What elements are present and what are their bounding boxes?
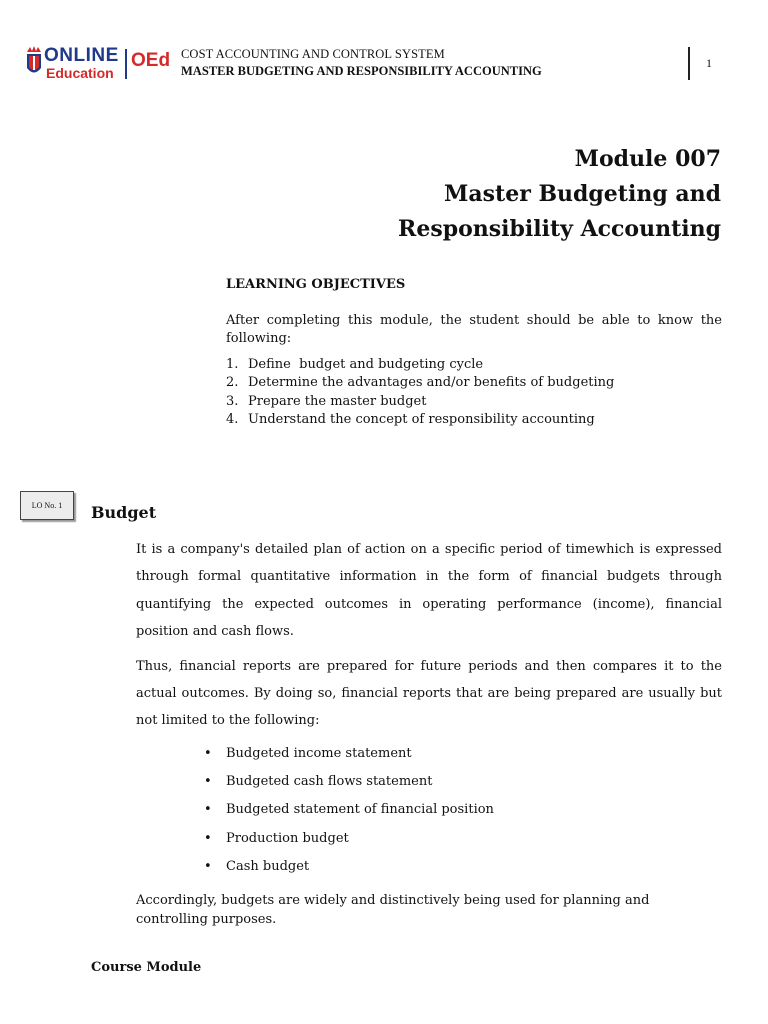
page-number: 1: [706, 56, 712, 70]
module-number-title: Module 007: [574, 146, 721, 172]
learning-objectives-list: [226, 356, 722, 429]
footer-course-module: Course Module: [91, 960, 202, 975]
objective-item: [226, 393, 722, 411]
list-item-text: Budgeted cash flows statement: [226, 774, 433, 790]
list-item-text: Production budget: [226, 830, 349, 846]
objective-number: 4.: [226, 411, 239, 427]
header-divider: [688, 47, 690, 80]
section-heading-budget: Budget: [91, 503, 157, 522]
bullet-icon: •: [204, 746, 212, 761]
objective-item: [226, 374, 722, 392]
module-title-line-1: Master Budgeting and: [444, 181, 721, 207]
objective-text: Determine the advantages and/or benefits of budgeting: [248, 375, 615, 391]
oed-logo: [24, 44, 174, 84]
bullet-icon: •: [204, 774, 212, 790]
header-course-title: COST ACCOUNTING AND CONTROL SYSTEM: [181, 47, 445, 61]
bullet-icon: •: [204, 858, 212, 874]
budgets-usage-paragraph: Accordingly, budgets are widely and distinctively being used for planning and controlling purposes.: [136, 893, 650, 927]
list-item: [204, 740, 494, 768]
budget-definition-paragraph: It is a company's detailed plan of action on a specific period of timewhich is expressed through formal quantitative information in the form of financial budgets through quantifying the expected outcomes in operating performance (income), financial position and cash flows.: [136, 542, 722, 639]
list-item-text: Budgeted income statement: [226, 746, 412, 761]
list-item-text: Budgeted statement of financial position: [226, 802, 494, 818]
list-item: [204, 768, 494, 796]
objective-item: [226, 411, 722, 429]
lo-number-badge: LO No. 1: [20, 491, 74, 520]
header-module-title: MASTER BUDGETING AND RESPONSIBILITY ACCOUNTING: [181, 64, 542, 78]
objective-number: 1.: [226, 357, 239, 372]
budget-types-list: [204, 740, 494, 881]
list-item: [204, 853, 494, 881]
list-item: [204, 796, 494, 824]
logo-word-online: ONLINE: [44, 45, 119, 66]
objective-number: 3.: [226, 393, 239, 409]
objective-text: Prepare the master budget: [248, 393, 427, 409]
logo-badge-oed: OEd: [131, 50, 171, 71]
objective-text: Define budget and budgeting cycle: [248, 357, 484, 372]
objective-text: Understand the concept of responsibility accounting: [248, 411, 595, 427]
list-item: [204, 825, 494, 853]
objective-item: [226, 356, 722, 374]
list-item-text: Cash budget: [226, 858, 310, 874]
logo-word-education: Education: [46, 65, 114, 81]
objective-number: 2.: [226, 375, 239, 391]
learning-objectives-intro: After completing this module, the student should be able to know the following:: [226, 313, 722, 346]
module-title-line-2: Responsibility Accounting: [398, 216, 721, 242]
financial-reports-paragraph: Thus, financial reports are prepared for future periods and then compares it to the actual outcomes. By doing so, financial reports that are being prepared are usually but not limited to the following:: [136, 659, 722, 728]
bullet-icon: •: [204, 830, 212, 846]
bullet-icon: •: [204, 802, 212, 818]
learning-objectives-heading: LEARNING OBJECTIVES: [226, 277, 406, 292]
